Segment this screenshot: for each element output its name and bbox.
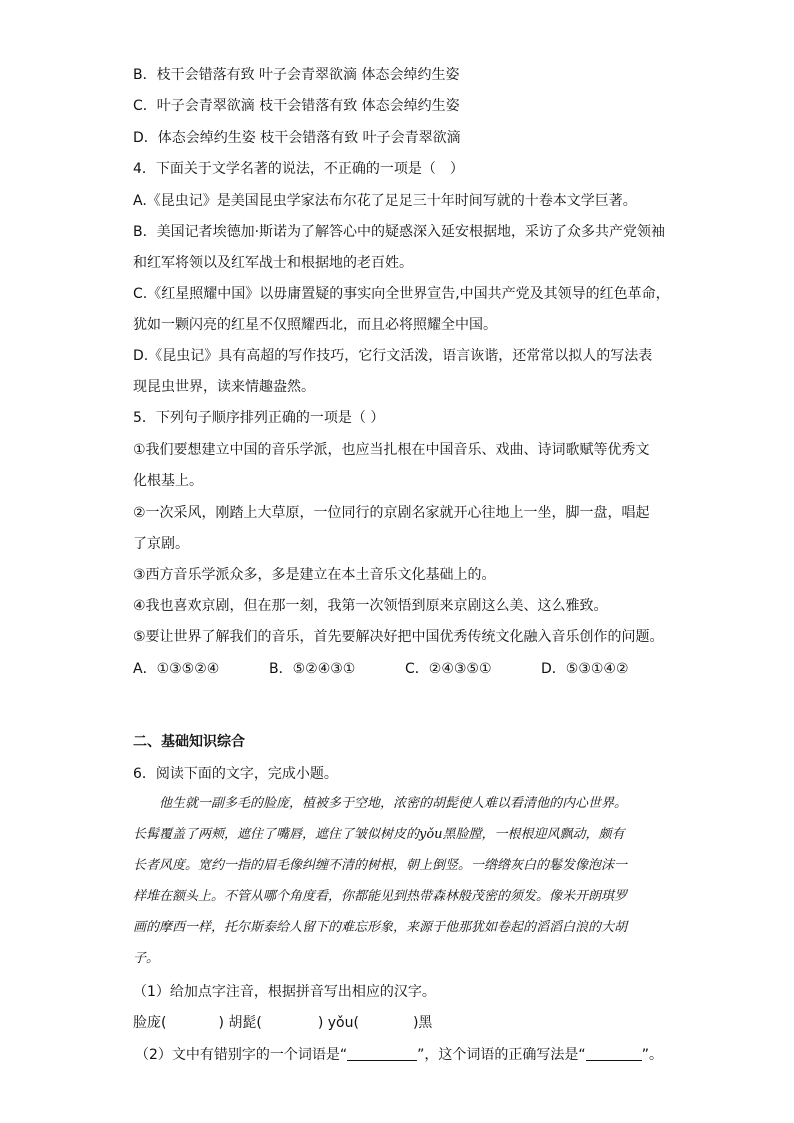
q5-sentence-1-line2: 化根基上。 [133,473,203,489]
q5-sentence-5: ⑤要让世界了解我们的音乐，首先要解决好把中国优秀传统文化融入音乐创作的问题。 [133,629,664,645]
q4-option-c-line2: 犹如一颗闪亮的红星不仅照耀西北，而且必将照耀全中国。 [133,317,497,333]
answer-blank-wrong-word[interactable] [347,1046,417,1061]
q4-stem: 4．下面关于文学名著的说法，不正确的一项是（ ） [133,161,464,177]
q5-stem: 5．下列句子顺序排列正确的一项是（ ） [133,410,385,426]
q3-option-b: B．枝干会错落有致 叶子会青翠欲滴 体态会绰约生姿 [133,67,460,83]
blank-label-lianpang: 脸庞( [133,1015,167,1031]
q4-option-c-line1: C.《红星照耀中国》以毋庸置疑的事实向全世界宣告,中国共产党及其领导的红色革命， [133,286,670,302]
q4-option-d-line1: D.《昆虫记》具有高超的写作技巧，它行文活泼，语言诙谐，还常常以拟人的写法表 [133,348,653,364]
q6-sub1-instruction: （1）给加点字注音，根据拼音写出相应的汉字。 [133,984,436,1000]
q6-sub1-blanks [133,1014,432,1032]
blank-label-hei: )黑 [412,1015,433,1031]
q3-option-d: D．体态会绰约生姿 枝干会错落有致 叶子会青翠欲滴 [133,130,461,146]
passage-line: 长髯覆盖了两颊，遮住了嘴唇，遮住了皱似树皮的yǒu黑脸膛，一根根迎风飘动，颇有 [133,827,625,842]
sub2-text-part1: （2）文中有错别字的一个词语是“ [135,1047,348,1063]
q6-stem: 6．阅读下面的文字，完成小题。 [133,766,338,782]
q3-option-c: C．叶子会青翠欲滴 枝干会错落有致 体态会绰约生姿 [133,98,460,114]
q6-sub2 [135,1046,663,1064]
q5-sentence-1-line1: ①我们要想建立中国的音乐学派，也应当扎根在中国音乐、戏曲、诗词歌赋等优秀文 [133,442,650,458]
passage-line: 长者风度。宽约一指的眉毛像纠缠不清的树根，朝上倒竖。一绺绺灰白的鬈发像泡沫一 [133,858,628,873]
answer-blank-correct-word[interactable] [586,1046,642,1061]
q4-option-d-line2: 现昆虫世界，读来情趣盎然。 [133,379,315,395]
q5-options [133,660,629,678]
q4-option-b-line2: 和红军将领以及红军战士和根据地的老百姓。 [133,255,413,271]
passage-line: 子。 [133,951,160,966]
q5-sentence-4: ④我也喜欢京剧，但在那一刻，我第一次领悟到原来京剧这么美、这么雅致。 [133,598,608,614]
q5-sentence-3: ③西方音乐学派众多，多是建立在本土音乐文化基础上的。 [133,567,496,583]
passage-line: 画的摩西一样，托尔斯泰给人留下的难忘形象，来源于他那犹如卷起的滔滔白浪的大胡 [133,920,628,935]
q5-option-d: D．⑤③①④② [541,661,629,677]
q5-sentence-2-line2: 了京剧。 [133,536,189,552]
q6-passage [133,788,663,974]
q5-option-a: A．①③⑤②④ [133,661,220,677]
blank-label-you: ) yǒu( [317,1015,359,1031]
section-2-title: 二、基础知识综合 [133,734,245,750]
q4-option-a: A.《昆虫记》是美国昆虫学家法布尔花了足足三十年时间写就的十卷本文学巨著。 [133,193,637,209]
q5-option-b: B．⑤②④③① [269,661,356,677]
passage-line: 样堆在额头上。不管从哪个角度看，你都能见到热带森林般茂密的须发。像米开朗琪罗 [133,889,628,904]
sub2-text-part2: ”，这个词语的正确写法是“ [417,1047,586,1063]
sub2-text-part3: ”。 [641,1047,663,1063]
blank-label-huzi: ) 胡髭( [218,1015,262,1031]
q5-sentence-2-line1: ②一次采风，刚踏上大草原，一位同行的京剧名家就开心往地上一坐，脚一盘，唱起 [133,505,650,521]
q5-option-c: C．②④③⑤① [405,661,492,677]
passage-line: 他生就一副多毛的脸庞，植被多于空地，浓密的胡髭使人难以看清他的内心世界。 [133,796,628,811]
q4-option-b-line1: B．美国记者埃德加·斯诺为了解答心中的疑惑深入延安根据地，采访了众多共产党领袖 [133,224,666,240]
